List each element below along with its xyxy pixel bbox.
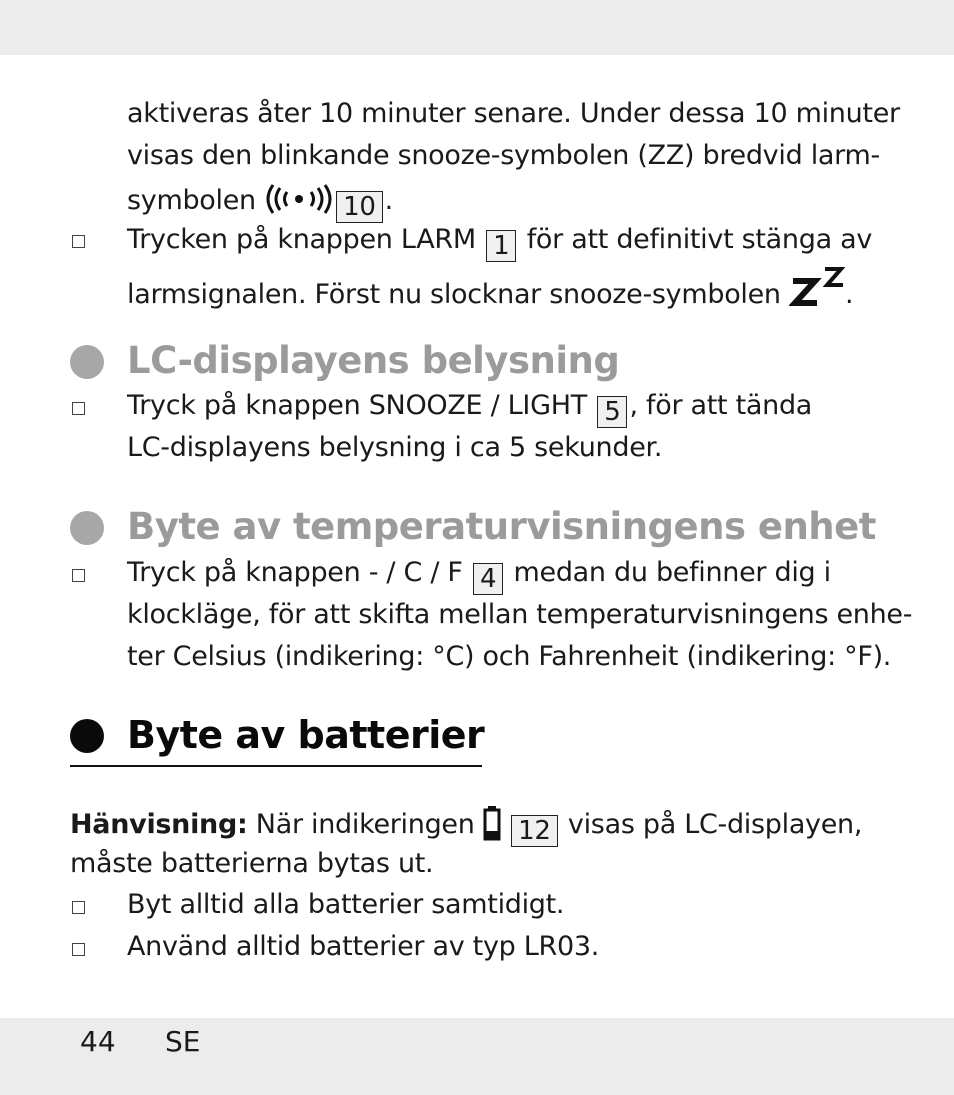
ref-box-4: 4 <box>473 563 503 595</box>
language-code: SE <box>165 1025 201 1058</box>
temp-line-2: klockläge, för att skifta mellan temperaturvisningens enhe- <box>127 599 913 630</box>
temp-line-1-a: Tryck på knappen - / C / F <box>127 557 463 588</box>
battery-item-1: Byt alltid alla batterier samtidigt. <box>127 889 565 920</box>
intro-line-3-end: . <box>384 185 393 216</box>
heading-light: LC-displayens belysning <box>127 339 620 382</box>
section-bullet-temp <box>70 511 104 545</box>
ref-box-12: 12 <box>511 815 557 847</box>
battery-item-2: Använd alltid batterier av typ LR03. <box>127 931 599 962</box>
larm-line-1 <box>127 223 872 262</box>
larm-line-2-end: . <box>845 279 854 310</box>
intro-line-2: visas den blinkande snooze-symbolen (ZZ) bredvid larm- <box>127 140 880 171</box>
ref-box-5: 5 <box>597 396 627 428</box>
heading-temp: Byte av temperaturvisningens enhet <box>127 505 876 548</box>
light-line-2: LC-displayens belysning i ca 5 sekunder. <box>127 432 663 463</box>
section-bullet-battery <box>70 719 104 753</box>
note-text-a: När indikeringen <box>255 809 475 840</box>
snooze-zz-icon <box>789 265 845 318</box>
temp-line-1 <box>127 556 831 595</box>
intro-line-3 <box>127 181 393 226</box>
ref-box-1: 1 <box>486 230 516 262</box>
checkbox-battery-1 <box>72 901 85 914</box>
larm-line-2-text: larmsignalen. Först nu slocknar snooze-symbolen <box>127 279 781 310</box>
intro-line-1: aktiveras åter 10 minuter senare. Under dessa 10 minuter <box>127 98 900 129</box>
temp-line-3: ter Celsius (indikering: °C) och Fahrenheit (indikering: °F). <box>127 641 892 672</box>
battery-note-line-1 <box>70 805 862 850</box>
checkbox-temp <box>72 569 85 582</box>
footer-band <box>0 1018 954 1095</box>
checkbox-battery-2 <box>72 943 85 956</box>
section-bullet-light <box>70 345 104 379</box>
light-line-1-b: , för att tända <box>629 390 813 421</box>
heading-underline <box>70 765 482 767</box>
checkbox-light <box>72 402 85 415</box>
note-label: Hänvisning: <box>70 809 248 840</box>
alarm-signal-icon <box>264 181 334 226</box>
checkbox-larm <box>72 235 85 248</box>
larm-line-1-b: för att definitivt stänga av <box>526 224 873 255</box>
larm-line-1-a: Trycken på knappen LARM <box>127 224 476 255</box>
heading-battery: Byte av batterier <box>127 713 485 757</box>
larm-line-2 <box>127 265 853 318</box>
battery-note-line-2: måste batterierna bytas ut. <box>70 848 434 879</box>
page-number: 44 <box>80 1025 116 1058</box>
light-line-1 <box>127 389 812 428</box>
note-text-b: visas på LC-displayen, <box>567 809 863 840</box>
light-line-1-a: Tryck på knappen SNOOZE / LIGHT <box>127 390 587 421</box>
temp-line-1-b: medan du befinner dig i <box>513 557 831 588</box>
battery-icon <box>483 805 501 850</box>
ref-box-10: 10 <box>336 191 382 223</box>
top-band <box>0 0 954 55</box>
intro-line-3-text: symbolen <box>127 185 256 216</box>
